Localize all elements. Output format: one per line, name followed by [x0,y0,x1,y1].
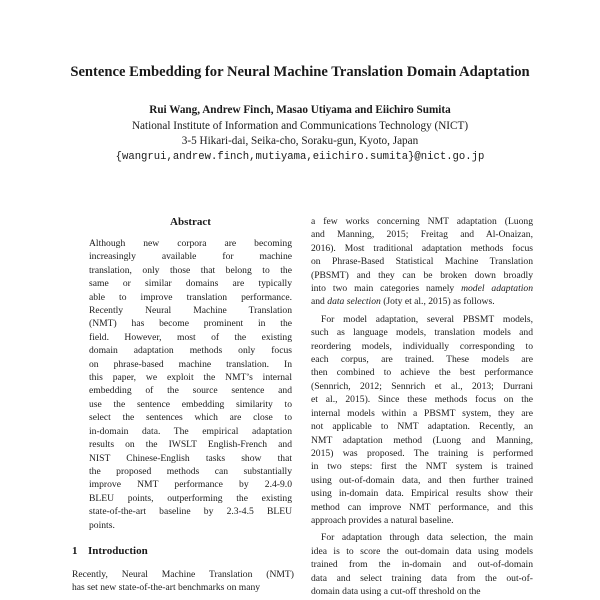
text-line: (NMT) has become prominent in the [89,318,292,330]
paragraph-adaptation-overview [311,215,533,309]
author-names: Rui Wang, Andrew Finch, Masao Utiyama and Eiichiro Sumita [149,104,451,116]
text-line: (PBSMT) and they can be broken down broadly [311,269,533,281]
text-line: increasingly available for machine [89,251,292,263]
text-line: improve NMT performance by 2.4-9.0 [89,479,292,491]
author-emails: {wangrui,andrew.finch,mutiyama,eiichiro.sumita}@nict.go.jp [115,150,485,163]
text-line: use the sentence embedding similarity to [89,398,292,410]
text-line: state-of-the-art baseline by 2.3-4.5 BLEU [89,506,292,518]
text-line: points. [89,519,115,531]
paragraph-model-adaptation [311,313,533,528]
text-line: a few works concerning NMT adaptation (Luong [311,216,533,227]
text-line: in two steps: first the NMT system is trained [311,461,533,473]
address: 3-5 Hikari-dai, Seika-cho, Soraku-gun, Kyoto, Japan [181,135,419,147]
abstract-body [89,237,292,532]
text-line: Recently Neural Machine Translation [89,305,292,317]
text-line: NIST Chinese-English tasks show that [89,452,292,464]
text-line: results on the IWSLT English-French and [89,439,292,451]
section-title: Introduction [88,544,148,557]
right-column [311,215,533,598]
text-line: on phrase-based machine translation. In [89,358,292,370]
text-line: 2015) was proposed. The training is performed [311,447,533,459]
text-line: trained from the in-domain and out-of-domain [311,559,533,571]
section-heading-introduction [72,544,294,558]
author-block [0,103,600,165]
left-column [72,215,294,595]
text-line: reordering models, individually corresponding to [311,340,533,352]
text-line: Recently, Neural Machine Translation (NMT) [72,568,294,580]
text-line: has set new state-of-the-art benchmarks on many [72,582,261,594]
text-line: approach provides a natural baseline. [311,514,454,526]
text-line: domain data using a cut-off threshold on the [311,585,481,597]
text-line: idea is to score the out-domain data using models [311,545,533,557]
text-line: internal models within a PBSMT system, they are [311,407,533,419]
text-line: the proposed methods can substantially [89,465,292,477]
text-line: method can improve NMT performance, and this [311,501,533,513]
text-run: into two main categories namely [311,283,462,295]
text-line: et al., 2015). Since these methods focus on the [311,394,533,406]
text-run: (Joty et al., 2015) as follows. [380,296,495,308]
text-line: same or similar domains are typically [89,278,292,290]
text-line: each corpus, are trained. These models are [311,354,533,366]
text-line: For model adaptation, several PBSMT models, [321,313,533,325]
text-line: data and select training data from the out-of- [311,572,533,584]
text-line: on Phrase-Based Statistical Machine Translation [311,256,533,268]
text-line: in-domain data. The empirical adaptation [89,425,292,437]
text-line: 2016). Most traditional adaptation methods focus [311,242,533,254]
text-line: then combined to achieve the best performance [311,367,533,379]
text-line: (Sennrich, 2012; Sennrich et al., 2013; Durrani [311,380,533,392]
text-line: using in-domain data. Empirical results show their [311,488,533,500]
text-line: select the sentences which are close to [89,412,292,424]
text-run: and [311,296,328,308]
paper-title: Sentence Embedding for Neural Machine Translation Domain Adaptation [70,64,530,80]
text-line: Although new corpora are becoming [89,238,292,249]
paragraph-data-selection [311,531,533,598]
text-line: domain adaptation methods only focus [89,345,292,357]
text-line: NMT adaptation method (Luong and Manning, [311,434,533,446]
text-line: this paper, we exploit the NMT’s internal [89,372,292,384]
text-line [311,282,533,295]
text-line: For adaptation through data selection, the main [321,532,533,544]
emphasis-model-adaptation: model adaptation [461,283,533,295]
text-line: field. However, most of the existing [89,331,292,343]
text-line: using out-of-domain data, and then further trained [311,474,533,486]
text-line: BLEU points, outperforming the existing [89,492,292,504]
text-line: embedding of the source sentence and [89,385,292,397]
emphasis-data-selection: data selection [327,296,381,308]
text-line: not applicable to NMT adaptation. Recently, an [311,421,533,433]
abstract-heading: Abstract [170,216,211,228]
text-line: such as language models, translation models and [311,327,533,339]
text-line: and Manning, 2015; Freitag and Al-Onaizan, [311,229,533,241]
text-line [311,295,533,308]
text-line: translation, only those that belong to the [89,264,292,276]
section-number: 1 [72,544,78,557]
text-line: able to improve translation performance. [89,291,292,303]
introduction-body [72,568,294,595]
affiliation: National Institute of Information and Communications Technology (NICT) [131,119,469,132]
